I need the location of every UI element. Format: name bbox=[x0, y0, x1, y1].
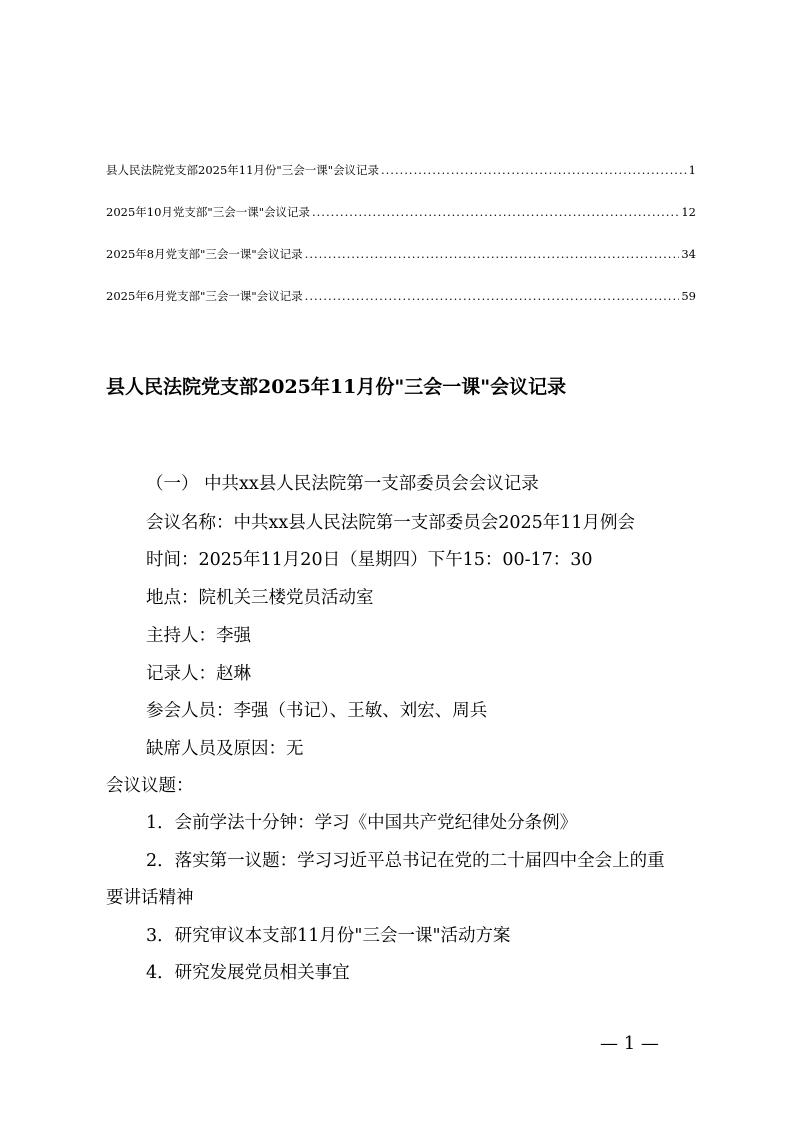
toc-entry[interactable] bbox=[106, 162, 696, 182]
toc-leader-dots bbox=[305, 289, 680, 303]
meeting-host: 主持人：李强 bbox=[146, 626, 251, 646]
meeting-attendees: 参会人员：李强（书记）、王敏、刘宏、周兵 bbox=[146, 701, 488, 721]
toc-entry[interactable] bbox=[106, 288, 696, 308]
toc-leader-dots bbox=[312, 205, 679, 219]
meeting-name: 会议名称：中共xx县人民法院第一支部委员会2025年11月例会 bbox=[146, 513, 636, 533]
section-heading: （一） 中共xx县人民法院第一支部委员会会议记录 bbox=[146, 474, 539, 494]
toc-entry-title: 2025年8月党支部"三会一课"会议记录 bbox=[106, 247, 303, 261]
toc-entry[interactable] bbox=[106, 246, 696, 266]
toc-leader-dots bbox=[305, 247, 680, 261]
meeting-place: 地点：院机关三楼党员活动室 bbox=[146, 588, 374, 608]
agenda-item-2: 2．落实第一议题：学习习近平总书记在党的二十届四中全会上的重 bbox=[146, 851, 665, 871]
toc-entry-title: 县人民法院党支部2025年11月份"三会一课"会议记录 bbox=[106, 163, 379, 177]
table-of-contents bbox=[106, 162, 696, 330]
toc-entry-page: 34 bbox=[681, 247, 696, 261]
toc-entry-title: 2025年10月党支部"三会一课"会议记录 bbox=[106, 205, 310, 219]
toc-entry-page: 1 bbox=[688, 163, 696, 177]
toc-entry-title: 2025年6月党支部"三会一课"会议记录 bbox=[106, 289, 303, 303]
toc-entry-page: 12 bbox=[681, 205, 696, 219]
agenda-item-2-continued: 要讲话精神 bbox=[106, 888, 194, 908]
agenda-item-4: 4．研究发展党员相关事宜 bbox=[146, 963, 350, 983]
toc-entry-page: 59 bbox=[681, 289, 696, 303]
agenda-item-3: 3．研究审议本支部11月份"三会一课"活动方案 bbox=[146, 926, 511, 946]
toc-entry[interactable] bbox=[106, 204, 696, 224]
toc-leader-dots bbox=[381, 163, 687, 177]
agenda-item-1: 1．会前学法十分钟：学习《中国共产党纪律处分条例》 bbox=[146, 813, 578, 833]
meeting-time: 时间：2025年11月20日（星期四）下午15：00-17：30 bbox=[146, 550, 593, 570]
page-number: — 1 — bbox=[600, 1033, 659, 1054]
document-title: 县人民法院党支部2025年11月份"三会一课"会议记录 bbox=[106, 376, 567, 398]
meeting-absent: 缺席人员及原因：无 bbox=[146, 739, 304, 759]
meeting-recorder: 记录人：赵琳 bbox=[146, 664, 251, 684]
agenda-label: 会议议题： bbox=[106, 776, 194, 796]
